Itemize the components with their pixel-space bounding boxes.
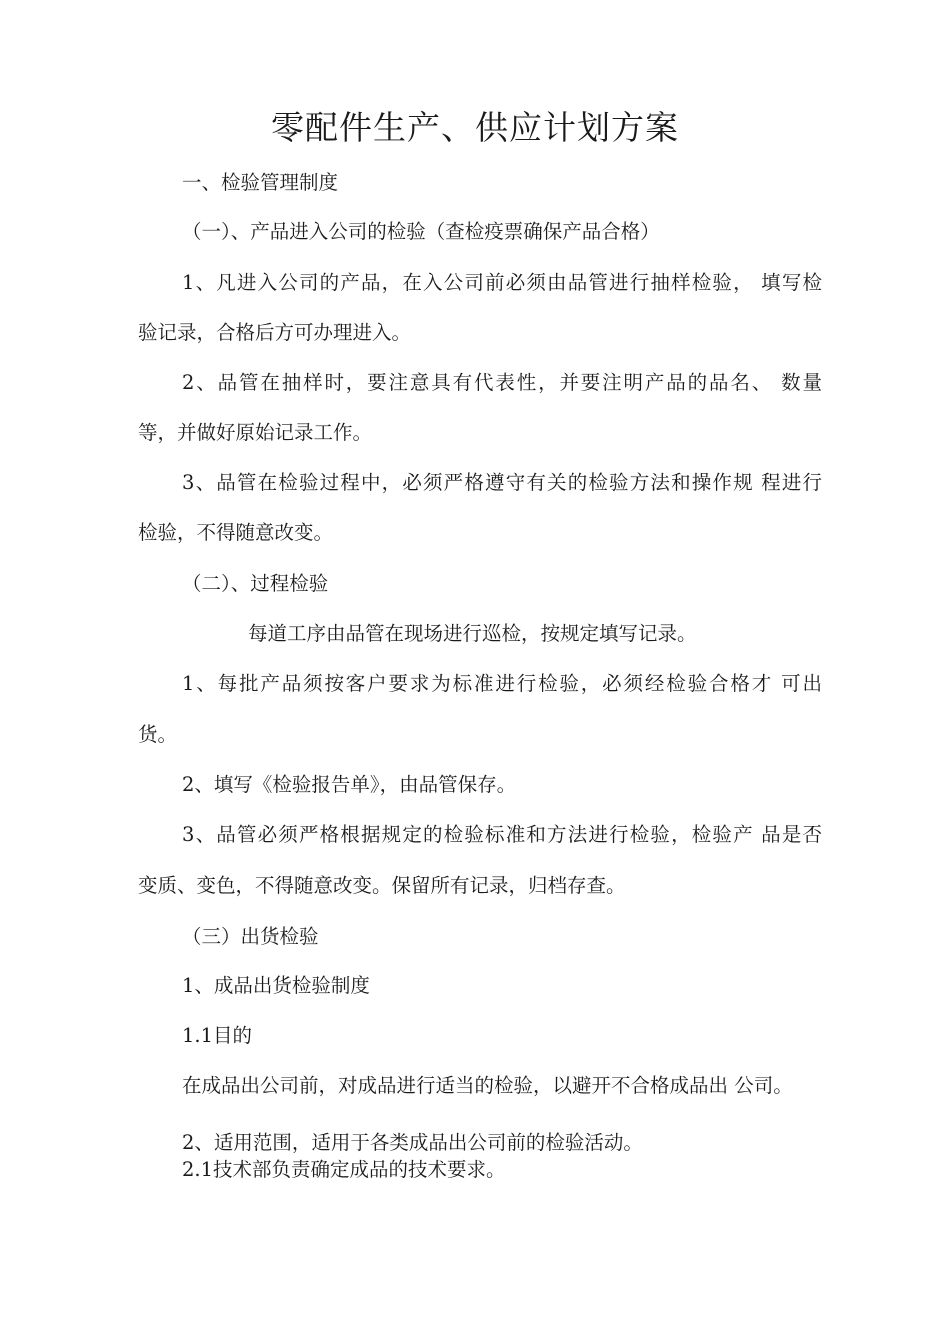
paragraph-line: 1、成品出货检验制度 [182,974,370,997]
subsection-heading-3: （三）出货检验 [182,925,319,948]
paragraph-line: 验记录，合格后方可办理进入。 [138,321,412,344]
paragraph-line: 2、适用范围，适用于各类成品出公司前的检验活动。 [182,1131,643,1154]
paragraph-line: 1、凡进入公司的产品，在入公司前必须由品管进行抽样检验， 填写检 [182,271,822,294]
section-heading-1: 一、检验管理制度 [182,171,339,194]
paragraph-line: 货。 [138,723,178,746]
paragraph-line: 检验，不得随意改变。 [138,521,334,544]
paragraph-line: 1.1目的 [182,1024,253,1047]
paragraph-line: 2、填写《检验报告单》，由品管保存。 [182,773,517,796]
paragraph-line: 等，并做好原始记录工作。 [138,421,373,444]
paragraph-line: 2.1技术部负责确定成品的技术要求。 [182,1158,506,1181]
paragraph-line: 1、每批产品须按客户要求为标准进行检验，必须经检验合格才 可出 [182,672,822,695]
subsection-heading-2: （二）、过程检验 [182,572,329,595]
paragraph-line: 变质、变色，不得随意改变。保留所有记录，归档存查。 [138,874,626,897]
paragraph-line: 每道工序由品管在现场进行巡检，按规定填写记录。 [248,622,697,645]
subsection-heading-1: （一）、产品进入公司的检验（查检疫票确保产品合格） [182,220,660,243]
paragraph-line: 3、品管必须严格根据规定的检验标准和方法进行检验，检验产 品是否 [182,823,822,846]
paragraph-line: 在成品出公司前，对成品进行适当的检验，以避开不合格成品出 公司。 [182,1074,793,1097]
paragraph-line: 3、品管在检验过程中，必须严格遵守有关的检验方法和操作规 程进行 [182,471,822,494]
document-title: 零配件生产、供应计划方案 [271,108,679,147]
paragraph-line: 2、品管在抽样时，要注意具有代表性，并要注明产品的品名、 数量 [182,371,822,394]
